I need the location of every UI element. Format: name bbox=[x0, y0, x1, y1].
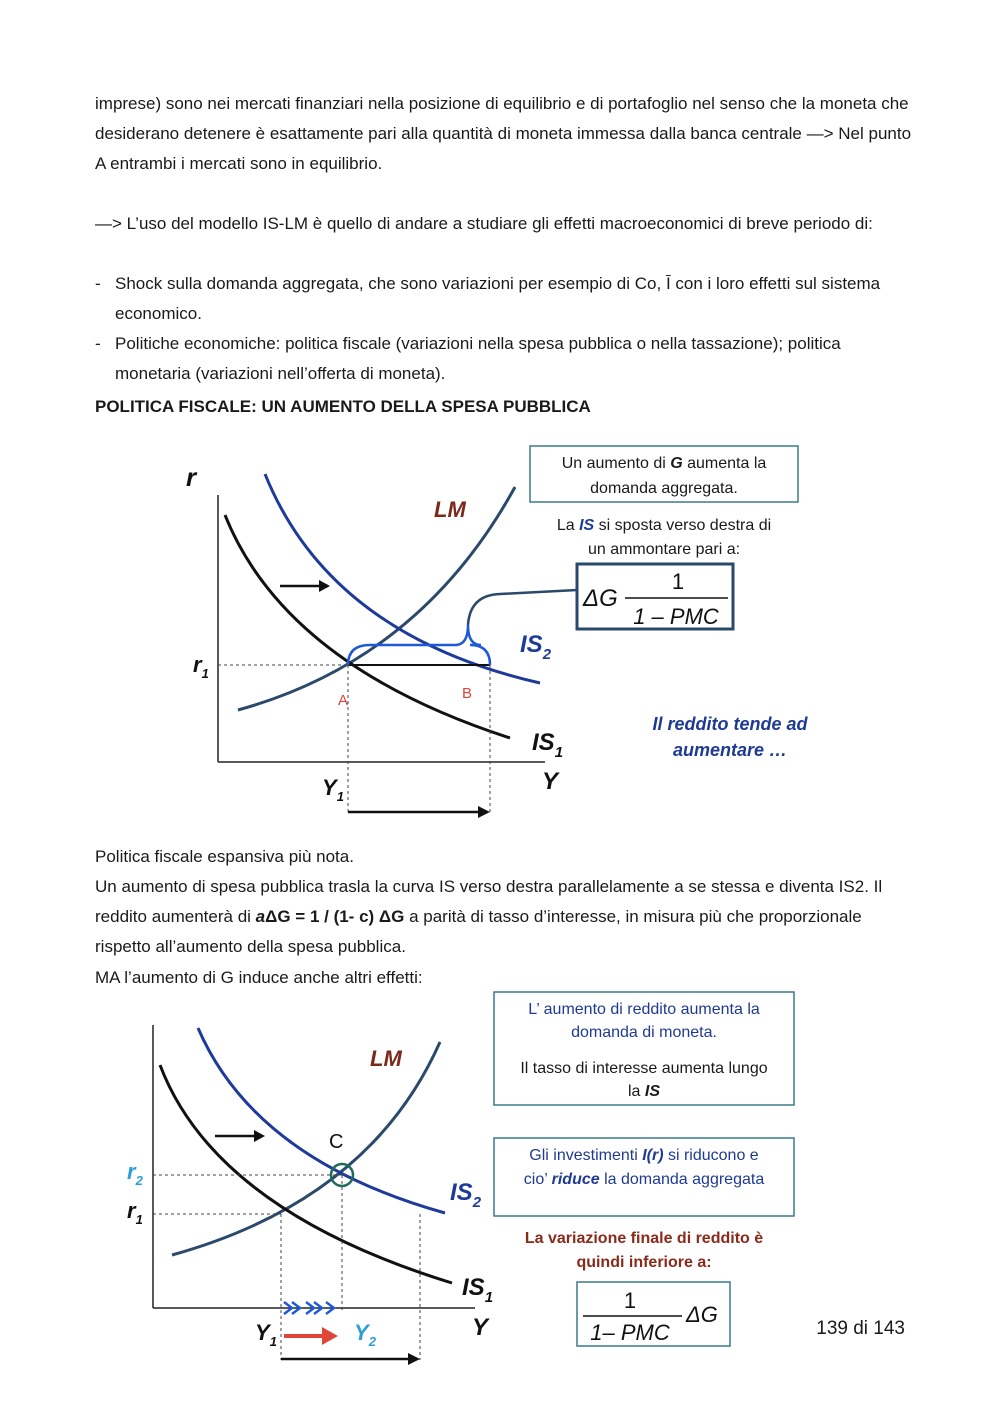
bullet-marker: - bbox=[95, 274, 101, 293]
income-note-line1: Il reddito tende ad bbox=[652, 714, 808, 734]
bullet-item-shock bbox=[95, 269, 915, 329]
shift-brace bbox=[348, 625, 490, 665]
formula2-numerator: 1 bbox=[623, 1288, 637, 1313]
final-variation-line2: quindi inferiore a: bbox=[576, 1254, 712, 1271]
final-income-arrow-head bbox=[322, 1327, 338, 1345]
final-variation-line1: La variazione finale di reddito è bbox=[524, 1230, 764, 1247]
info-box-money-line1: L’ aumento di reddito aumenta la bbox=[528, 1001, 760, 1018]
figure-is-lm-shift bbox=[0, 430, 1000, 830]
lm-curve bbox=[238, 487, 515, 710]
paragraph-expansive: Politica fiscale espansiva più nota. bbox=[95, 847, 354, 866]
income-note-line2: aumentare … bbox=[672, 740, 788, 760]
brace-connector bbox=[468, 590, 577, 625]
bullet-marker: - bbox=[95, 334, 101, 353]
info-box-demand-line1: Un aumento di G aumenta la bbox=[561, 455, 767, 472]
r1-label: $r_1$ bbox=[193, 652, 209, 681]
figure-crowding-out bbox=[0, 990, 1000, 1370]
y1-label: $Y_1$ bbox=[322, 775, 344, 804]
formula-delta-g: ΔG bbox=[583, 585, 618, 612]
info-box-money-line2: domanda di moneta. bbox=[571, 1024, 717, 1041]
bullet-item-policy bbox=[95, 329, 915, 389]
info-box-investment-line1: Gli investimenti I(r) si riducono e bbox=[529, 1147, 759, 1164]
info-box-money-line4: la IS bbox=[627, 1083, 661, 1100]
point-a-label: A bbox=[338, 692, 349, 709]
formula-numerator: 1 bbox=[671, 569, 685, 594]
paragraph-other-effects: MA l’aumento di G induce anche altri effetti: bbox=[95, 968, 423, 987]
paragraph-islm-use: —> L’uso del modello IS-LM è quello di andare a studiare gli effetti macroeconomici di breve periodo di: bbox=[95, 214, 873, 233]
info-box-demand-line2: domanda aggregata. bbox=[590, 480, 738, 497]
axis-label-y: Y bbox=[472, 1314, 489, 1341]
info-box-money-line3: Il tasso di interesse aumenta lungo bbox=[520, 1060, 768, 1077]
formula2-denominator: 1– PMC bbox=[590, 1320, 670, 1345]
lm-label: LM bbox=[370, 1046, 402, 1071]
section-heading: POLITICA FISCALE: UN AUMENTO DELLA SPESA PUBBLICA bbox=[95, 397, 591, 416]
y2-label: $Y_2$ bbox=[354, 1320, 376, 1349]
is2-label: $IS_2$ bbox=[520, 631, 552, 663]
page-number: 139 di 143 bbox=[816, 1318, 905, 1339]
is1-label: $IS_1$ bbox=[462, 1274, 494, 1306]
is-shift-note-line1: La IS si sposta verso destra di bbox=[556, 517, 772, 534]
is2-curve bbox=[265, 474, 540, 683]
formula-denominator: 1 – PMC bbox=[633, 604, 719, 629]
bullet-text: Shock sulla domanda aggregata, che sono variazioni per esempio di Co, Ī con i loro effetti sul sistema economico. bbox=[115, 274, 881, 323]
is1-label: $IS_1$ bbox=[532, 729, 564, 761]
is2-label: $IS_2$ bbox=[450, 1179, 482, 1211]
formula2-delta-g: ΔG bbox=[686, 1302, 718, 1327]
full-income-arrow-head bbox=[408, 1353, 420, 1365]
info-box-investment-line2: cio’ riduce la domanda aggregata bbox=[523, 1171, 765, 1188]
shift-arrow-head bbox=[319, 580, 330, 592]
is-shift-note-line2: un ammontare pari a: bbox=[587, 541, 741, 558]
paragraph-intro: imprese) sono nei mercati finanziari nella posizione di equilibrio e di portafoglio nel senso che la moneta che desiderano detenere è esattamente pari alla quantità di moneta immessa dalla banca centrale —> Nel punto A entrambi i mercati sono in equilibrio. bbox=[95, 94, 912, 173]
r2-label: $r_2$ bbox=[127, 1159, 143, 1188]
paragraph-spending-shift: Un aumento di spesa pubblica trasla la curva IS verso destra parallelamente a se stessa e diventa IS2. Il reddito aumenterà di aΔG = 1 / (1- c) ΔG a parità di tasso d’interesse, in misura più che proporzionale rispetto all’aumento della spesa pubblica. bbox=[95, 877, 883, 956]
y1-label: $Y_1$ bbox=[255, 1320, 277, 1349]
bullet-text: Politiche economiche: politica fiscale (variazioni nella spesa pubblica o nella tassazione); politica monetaria (variazioni nell’offerta di moneta). bbox=[115, 334, 841, 383]
shift-arrow-head bbox=[254, 1130, 265, 1142]
axis-label-r: r bbox=[186, 462, 197, 492]
axis-label-y: Y bbox=[542, 768, 559, 795]
point-c-label: C bbox=[329, 1131, 344, 1153]
lm-label: LM bbox=[434, 497, 466, 522]
r1-label: $r_1$ bbox=[127, 1198, 143, 1227]
point-b-label: B bbox=[462, 685, 473, 702]
income-arrow-head bbox=[478, 806, 490, 818]
